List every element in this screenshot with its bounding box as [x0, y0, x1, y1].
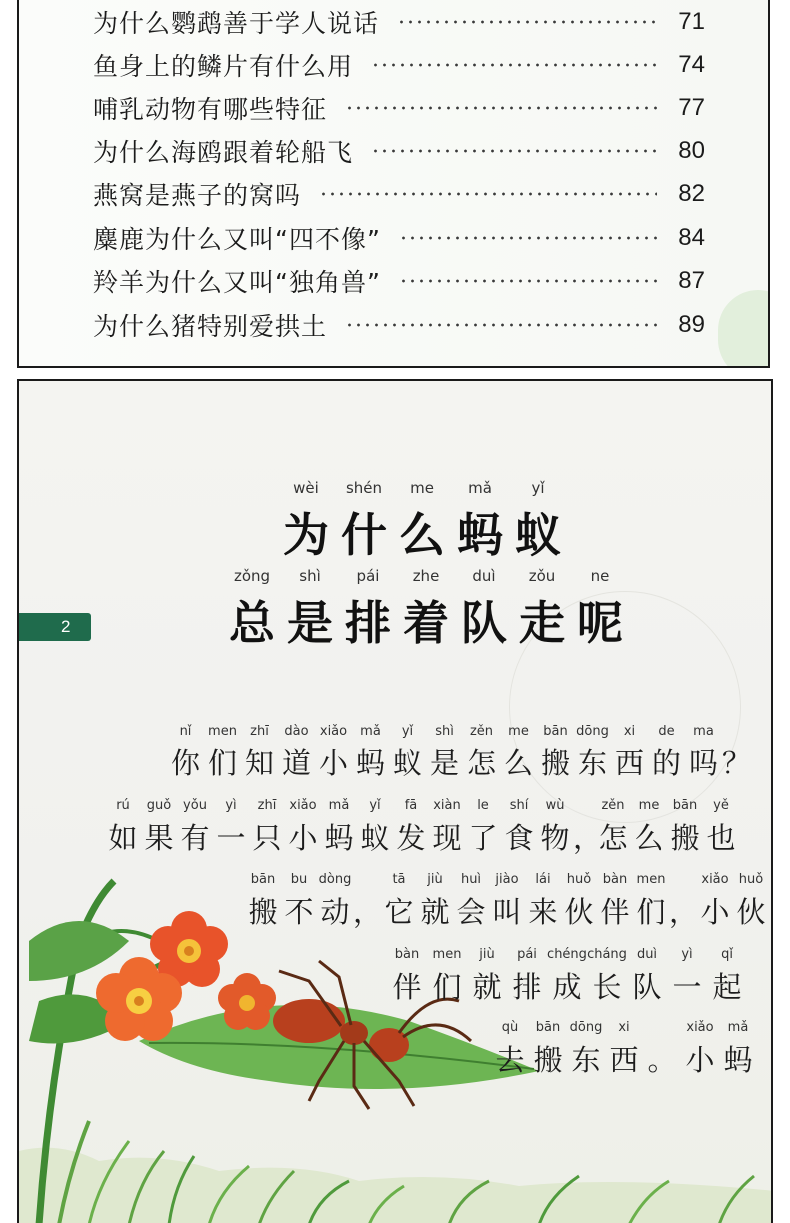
pinyin-syllable: dōng	[569, 1020, 603, 1035]
pinyin-syllable: bān	[543, 724, 568, 739]
pinyin-syllable: zhe	[412, 567, 440, 585]
pinyin-syllable: rú	[116, 798, 130, 813]
story-page	[17, 379, 773, 1223]
pinyin-syllable: men	[636, 872, 666, 887]
pinyin-syllable: ma	[693, 724, 714, 739]
body-char: 东	[577, 746, 607, 780]
pinyin-syllable: yǐ	[531, 479, 545, 497]
toc-entry-page: 82	[678, 180, 705, 207]
pinyin-syllable: zěn	[469, 724, 494, 739]
body-char: 一	[216, 821, 246, 855]
toc-entry[interactable]	[93, 218, 705, 258]
pinyin-syllable: huǒ	[566, 872, 592, 887]
body-char: 蚂	[723, 1043, 753, 1077]
pinyin-syllable: duì	[636, 947, 658, 962]
pinyin-syllable: bàn	[602, 872, 628, 887]
body-char: 发	[396, 821, 426, 855]
pinyin-syllable: zǒu	[528, 567, 556, 585]
pinyin-syllable: mǎ	[727, 1020, 749, 1035]
toc-entry-page: 74	[678, 51, 705, 78]
toc-entry[interactable]	[93, 2, 705, 42]
pinyin-syllable: xiǎo	[701, 872, 729, 887]
pinyin-syllable: xiàn	[433, 798, 461, 813]
body-char: 蚁	[392, 746, 422, 780]
toc-entry[interactable]	[93, 88, 705, 128]
pinyin-syllable: bàn	[394, 947, 420, 962]
title-char: 蚂	[457, 508, 503, 562]
pinyin-syllable: zǒng	[233, 567, 271, 585]
pinyin-syllable: mǎ	[468, 479, 492, 497]
pinyin-syllable: mǎ	[328, 798, 350, 813]
pinyin-syllable: cháng	[587, 947, 627, 962]
pinyin-syllable: jiù	[427, 872, 443, 887]
body-char: 果	[144, 821, 174, 855]
body-char: 道	[281, 746, 311, 780]
pinyin-syllable: bān	[535, 1020, 561, 1035]
toc-entry-title: 哺乳动物有哪些特征	[93, 95, 328, 124]
body-text-line-2	[105, 816, 739, 857]
pinyin-syllable: shí	[509, 798, 529, 813]
pinyin-syllable: zěn	[601, 798, 625, 813]
body-char: 是	[429, 746, 459, 780]
pinyin-syllable: fā	[404, 798, 418, 813]
body-char: 也	[706, 821, 736, 855]
toc-leader-dots	[371, 149, 657, 153]
pinyin-syllable: wù	[545, 798, 565, 813]
body-char: 去	[495, 1043, 525, 1077]
toc-entry[interactable]	[93, 174, 705, 214]
toc-leader-dots	[399, 279, 657, 283]
body-char: 如	[108, 821, 138, 855]
body-char: 就	[472, 970, 502, 1004]
toc-entry-page: 87	[678, 267, 705, 294]
pinyin-syllable: me	[410, 479, 434, 497]
toc-entry-page: 84	[678, 224, 705, 251]
pinyin-syllable: mǎ	[360, 724, 381, 739]
body-char: 搬	[248, 895, 278, 929]
body-char: 们	[636, 895, 666, 929]
pinyin-syllable: me	[638, 798, 660, 813]
body-text-line-4	[387, 965, 747, 1006]
toc-entry-title: 为什么猪特别爱拱土	[93, 312, 328, 341]
body-char: 伴	[600, 895, 630, 929]
body-char: 西	[609, 1043, 639, 1077]
toc-entry-page: 89	[678, 311, 705, 338]
body-char: 搬	[670, 821, 700, 855]
pinyin-syllable: xiǎo	[289, 798, 317, 813]
pinyin-syllable: yǐ	[401, 724, 414, 739]
body-char: 小	[685, 1043, 715, 1077]
toc-leader-dots	[399, 236, 657, 240]
pinyin-syllable: le	[477, 798, 489, 813]
pinyin-syllable: shì	[435, 724, 454, 739]
toc-entry[interactable]	[93, 45, 705, 85]
body-char: 蚁	[360, 821, 390, 855]
body-char: 就	[420, 895, 450, 929]
pinyin-syllable: zhī	[250, 724, 269, 739]
pinyin-syllable: dōng	[576, 724, 609, 739]
pinyin-syllable: shì	[299, 567, 321, 585]
title-char: 总	[229, 596, 275, 650]
title-char: 队	[461, 596, 507, 650]
body-text-line-1	[167, 741, 752, 782]
toc-leader-dots	[345, 106, 657, 110]
body-pinyin-row-4	[387, 947, 747, 962]
body-char: 西	[614, 746, 644, 780]
pinyin-syllable	[573, 798, 595, 813]
body-char: 起	[712, 970, 742, 1004]
toc-entry-title: 麋鹿为什么又叫“四不像”	[93, 225, 381, 254]
title-char: 是	[287, 596, 333, 650]
pinyin-syllable: me	[508, 724, 529, 739]
pinyin-syllable: bān	[672, 798, 698, 813]
toc-entry-title: 燕窝是燕子的窝吗	[93, 181, 302, 210]
body-char: 们	[432, 970, 462, 1004]
toc-entry[interactable]	[93, 131, 705, 171]
pinyin-syllable: dòng	[318, 872, 352, 887]
body-text-line-3	[245, 890, 769, 931]
pinyin-syllable: bu	[290, 872, 308, 887]
pinyin-syllable: dào	[284, 724, 309, 739]
body-char: 小	[318, 746, 348, 780]
pinyin-syllable: duì	[472, 567, 496, 585]
toc-entry-title: 鱼身上的鳞片有什么用	[93, 52, 354, 81]
toc-leader-dots	[397, 20, 657, 24]
title-char: 呢	[577, 596, 623, 650]
title-char: 为	[283, 508, 329, 562]
title-char: 么	[399, 508, 445, 562]
toc-entry-title: 为什么海鸥跟着轮船飞	[93, 138, 354, 167]
toc-leader-dots	[371, 63, 657, 67]
pinyin-syllable: guǒ	[146, 798, 172, 813]
body-char: 它	[384, 895, 414, 929]
body-pinyin-row-5	[491, 1020, 757, 1035]
body-char: 搬	[540, 746, 570, 780]
pinyin-syllable: de	[658, 724, 675, 739]
pinyin-syllable: huì	[460, 872, 482, 887]
body-char: 吗	[688, 746, 718, 780]
title-char: 走	[519, 596, 565, 650]
body-char: 了	[468, 821, 498, 855]
body-char: ，	[353, 895, 383, 929]
toc-entry-page: 71	[678, 8, 705, 35]
body-char: 物	[540, 821, 570, 855]
pinyin-syllable: yì	[225, 798, 237, 813]
pinyin-syllable: xiǎo	[686, 1020, 714, 1035]
pinyin-syllable: nǐ	[179, 724, 192, 739]
body-char: 的	[651, 746, 681, 780]
toc-panel	[17, 0, 770, 368]
body-char: 么	[634, 821, 664, 855]
pinyin-syllable: wèi	[293, 479, 319, 497]
title-char: 排	[345, 596, 391, 650]
pinyin-syllable: chéng	[547, 947, 587, 962]
body-char: 小	[288, 821, 318, 855]
body-char: ，	[669, 895, 699, 929]
grass-icon	[19, 1121, 773, 1223]
title-char: 着	[403, 596, 449, 650]
body-text-line-5	[491, 1038, 757, 1079]
toc-entry-page: 80	[678, 137, 705, 164]
pinyin-syllable: men	[208, 724, 237, 739]
pinyin-syllable: yǐ	[369, 798, 381, 813]
body-char: ？	[722, 746, 752, 780]
body-char: 。	[647, 1043, 677, 1077]
pinyin-syllable: yì	[681, 947, 693, 962]
body-char: 伙	[736, 895, 766, 929]
body-char: 会	[456, 895, 486, 929]
pinyin-syllable: bān	[250, 872, 276, 887]
pinyin-syllable	[643, 1020, 681, 1035]
body-char: 蚂	[324, 821, 354, 855]
body-char: 们	[207, 746, 237, 780]
page-number-badge: 2	[19, 613, 91, 641]
body-char: 食	[504, 821, 534, 855]
body-pinyin-row-2	[105, 798, 739, 813]
pinyin-syllable: xiǎo	[319, 724, 348, 739]
pinyin-syllable: huǒ	[738, 872, 764, 887]
title-char: 什	[341, 508, 387, 562]
pinyin-syllable: xi	[623, 724, 636, 739]
toc-entry-title: 羚羊为什么又叫“独角兽”	[93, 268, 381, 297]
pinyin-syllable: jiào	[495, 872, 519, 887]
pinyin-syllable: jiù	[479, 947, 495, 962]
body-char: 蚂	[355, 746, 385, 780]
body-char: 不	[284, 895, 314, 929]
body-char: 来	[528, 895, 558, 929]
pinyin-syllable: qǐ	[721, 947, 733, 962]
body-char: 成	[552, 970, 582, 1004]
body-char: 伴	[392, 970, 422, 1004]
pinyin-syllable: xi	[618, 1020, 630, 1035]
pinyin-syllable: yǒu	[183, 798, 207, 813]
body-char: 知	[244, 746, 274, 780]
pinyin-syllable: zhī	[257, 798, 277, 813]
body-char: 怎	[466, 746, 496, 780]
toc-leader-dots	[345, 323, 657, 327]
title-char: 蚁	[515, 508, 561, 562]
pinyin-syllable	[353, 872, 381, 887]
pinyin-syllable: pái	[517, 947, 537, 962]
body-char: 排	[512, 970, 542, 1004]
body-char: 动	[320, 895, 350, 929]
body-char: 伙	[564, 895, 594, 929]
pinyin-syllable	[669, 872, 697, 887]
body-char: 长	[592, 970, 622, 1004]
pinyin-syllable: shén	[345, 479, 383, 497]
toc-entry-title: 为什么鹦鹉善于学人说话	[93, 9, 380, 38]
body-char: 有	[180, 821, 210, 855]
body-char: 怎	[598, 821, 628, 855]
body-char: 一	[672, 970, 702, 1004]
pinyin-syllable: yě	[713, 798, 729, 813]
body-char: 东	[571, 1043, 601, 1077]
pinyin-syllable: men	[432, 947, 462, 962]
toc-leader-dots	[319, 192, 657, 196]
body-char: 叫	[492, 895, 522, 929]
body-char: 队	[632, 970, 662, 1004]
body-char: 么	[503, 746, 533, 780]
body-char: 小	[700, 895, 730, 929]
toc-entry[interactable]	[93, 261, 705, 301]
body-char: 现	[432, 821, 462, 855]
body-char: 你	[170, 746, 200, 780]
body-char: ，	[573, 821, 603, 855]
pinyin-syllable: qù	[501, 1020, 519, 1035]
pinyin-syllable: tā	[392, 872, 406, 887]
body-pinyin-row-1	[167, 724, 722, 739]
body-char: 只	[252, 821, 282, 855]
toc-entry-page: 77	[678, 94, 705, 121]
body-pinyin-row-3	[245, 872, 769, 887]
pinyin-syllable: ne	[590, 567, 610, 585]
body-char: 搬	[533, 1043, 563, 1077]
pinyin-syllable: pái	[356, 567, 380, 585]
pinyin-syllable: lái	[535, 872, 551, 887]
toc-entry[interactable]	[93, 305, 705, 345]
